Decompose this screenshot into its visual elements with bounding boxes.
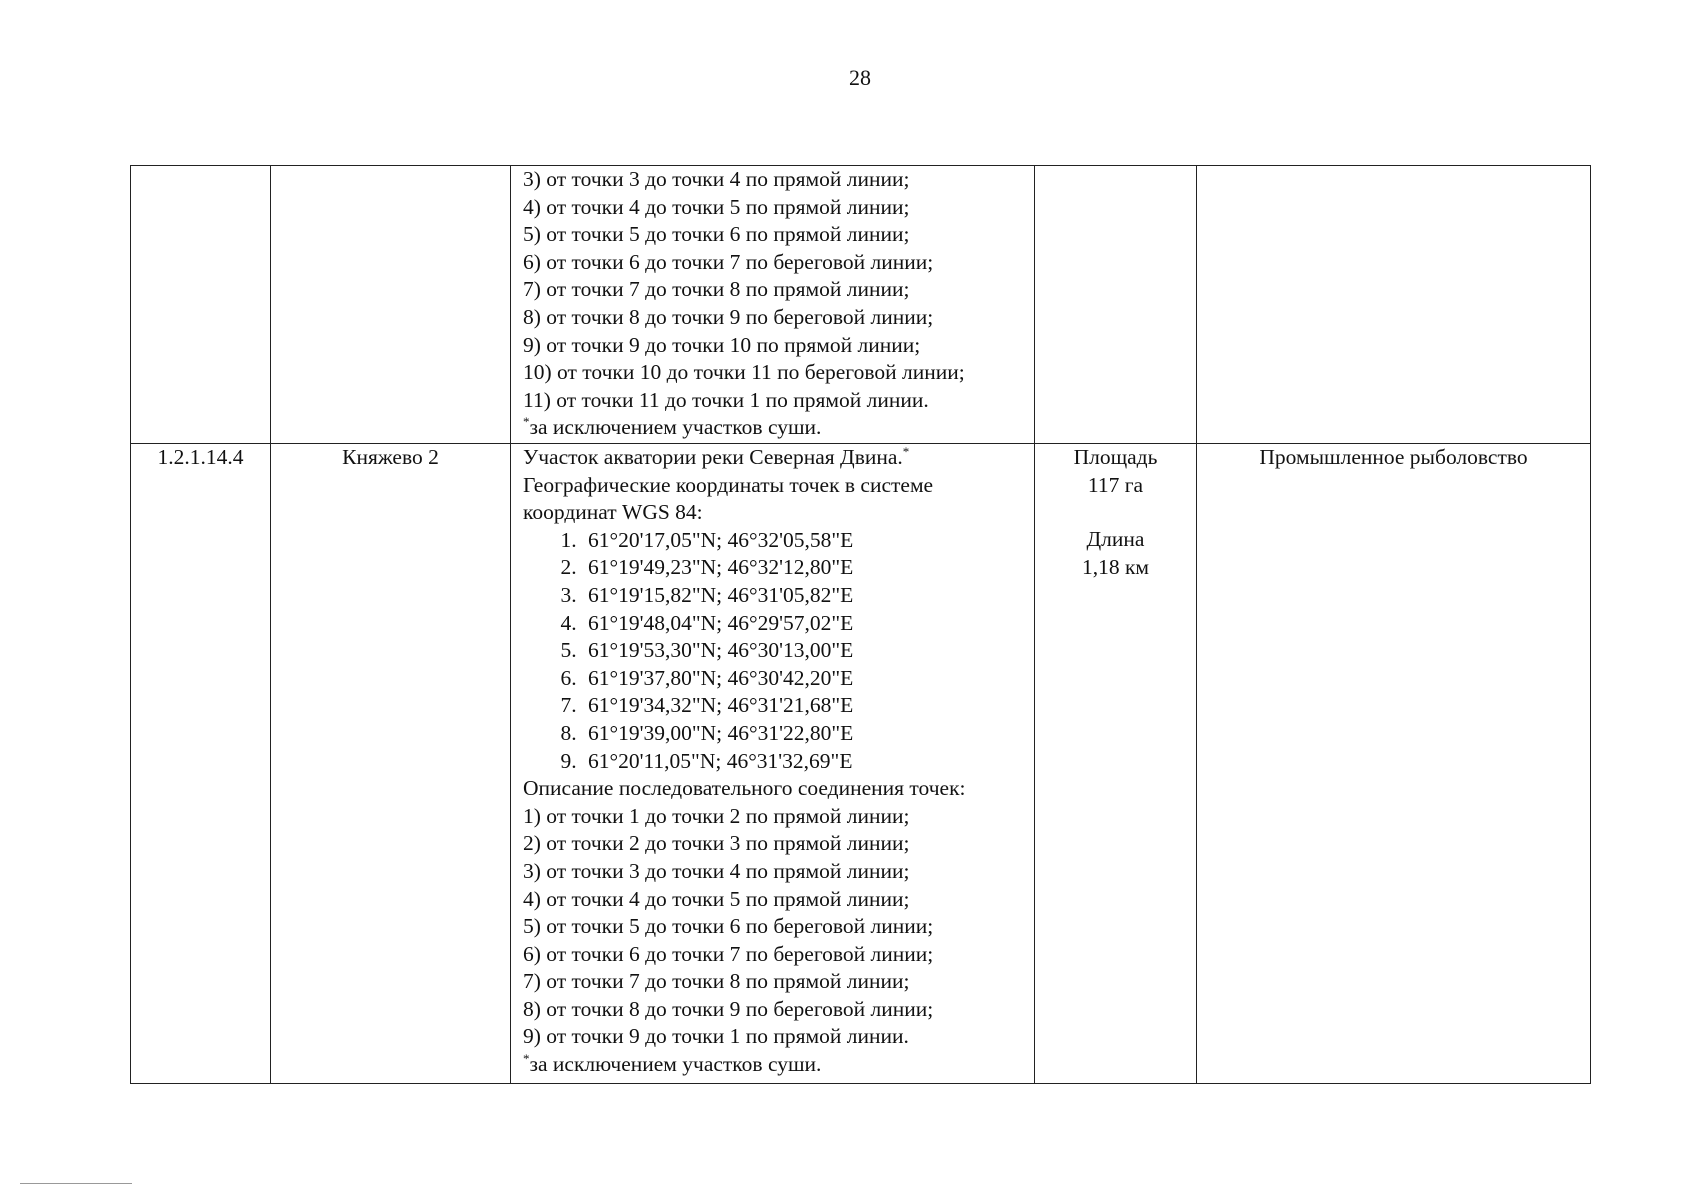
coordinate-item: 4. 61°19'48,04"N; 46°29'57,02"E [582, 610, 1022, 638]
connection-line: 6) от точки 6 до точки 7 по береговой линии; [523, 249, 934, 274]
connection-line: 8) от точки 8 до точки 9 по береговой линии; [523, 304, 934, 329]
connection-line: 3) от точки 3 до точки 4 по прямой линии; [523, 167, 910, 191]
area-description-cell [511, 444, 1035, 1084]
fishing-type-cell: Промышленное рыболовство [1197, 444, 1591, 1084]
footnote-asterisk: * [902, 443, 910, 459]
coordinate-item: 8. 61°19'39,00"N; 46°31'22,80"E [582, 720, 1022, 748]
connection-line: 6) от точки 6 до точки 7 по береговой линии; [523, 941, 934, 966]
connection-line: 7) от точки 7 до точки 8 по прямой линии; [523, 277, 910, 302]
length-label: Длина [1086, 527, 1145, 552]
connection-line: 2) от точки 2 до точки 3 по прямой линии; [523, 831, 910, 856]
table-row-1-2-1-14-4 [131, 444, 1591, 1084]
exclusion-note: *за исключением участков суши. [523, 414, 822, 440]
length-value: 1,18 км [1081, 554, 1150, 579]
coordinate-list [523, 527, 1022, 775]
area-name-cell: Княжево 2 [271, 444, 511, 1084]
connection-line: 11) от точки 11 до точки 1 по прямой линии. [523, 387, 929, 412]
coordinate-item: 3. 61°19'15,82"N; 46°31'05,82"E [582, 582, 1022, 610]
area-value: 117 га [1087, 472, 1144, 497]
connection-line: 7) от точки 7 до точки 8 по прямой линии; [523, 969, 910, 994]
connection-line: 4) от точки 4 до точки 5 по прямой линии; [523, 886, 910, 911]
area-label: Площадь [1073, 445, 1158, 469]
connection-line: 10) от точки 10 до точки 11 по береговой линии; [523, 360, 965, 385]
area-size-cell [1035, 166, 1197, 444]
connection-line: 4) от точки 4 до точки 5 по прямой линии; [523, 194, 910, 219]
coords-title: Географические координаты точек в системе [523, 472, 934, 497]
fishing-areas-table [130, 165, 1591, 1084]
coordinate-item: 9. 61°20'11,05"N; 46°31'32,69"E [582, 748, 1022, 776]
coordinate-item: 2. 61°19'49,23"N; 46°32'12,80"E [582, 554, 1022, 582]
row-number-cell [131, 166, 271, 444]
area-intro: Участок акватории реки Северная Двина.* [523, 443, 910, 469]
footnote-asterisk: * [523, 414, 530, 430]
table-row-continued [131, 166, 1591, 444]
coordinate-item: 5. 61°19'53,30"N; 46°30'13,00"E [582, 637, 1022, 665]
fishing-type-cell [1197, 166, 1591, 444]
footnote-asterisk: * [523, 1050, 530, 1066]
area-size-cell [1035, 444, 1197, 1084]
footnote-rule [20, 1183, 132, 1184]
area-description-cell [511, 166, 1035, 444]
connection-line: 9) от точки 9 до точки 10 по прямой линии; [523, 332, 921, 357]
coordinate-item: 7. 61°19'34,32"N; 46°31'21,68"E [582, 692, 1022, 720]
connection-line: 3) от точки 3 до точки 4 по прямой линии; [523, 858, 910, 883]
connection-title: Описание последовательного соединения точек: [523, 776, 966, 801]
connection-line: 5) от точки 5 до точки 6 по береговой линии; [523, 914, 934, 939]
connection-line: 8) от точки 8 до точки 9 по береговой линии; [523, 996, 934, 1021]
connection-line: 1) от точки 1 до точки 2 по прямой линии; [523, 803, 910, 828]
connection-line: 9) от точки 9 до точки 1 по прямой линии. [523, 1024, 909, 1049]
page-number: 28 [849, 65, 871, 90]
connection-line: 5) от точки 5 до точки 6 по прямой линии; [523, 222, 910, 247]
coords-title: координат WGS 84: [523, 500, 703, 525]
coordinate-item: 1. 61°20'17,05"N; 46°32'05,58"E [582, 527, 1022, 555]
exclusion-note: *за исключением участков суши. [523, 1050, 822, 1077]
area-name-cell [271, 166, 511, 444]
coordinate-item: 6. 61°19'37,80"N; 46°30'42,20"E [582, 665, 1022, 693]
row-number-cell: 1.2.1.14.4 [131, 444, 271, 1084]
